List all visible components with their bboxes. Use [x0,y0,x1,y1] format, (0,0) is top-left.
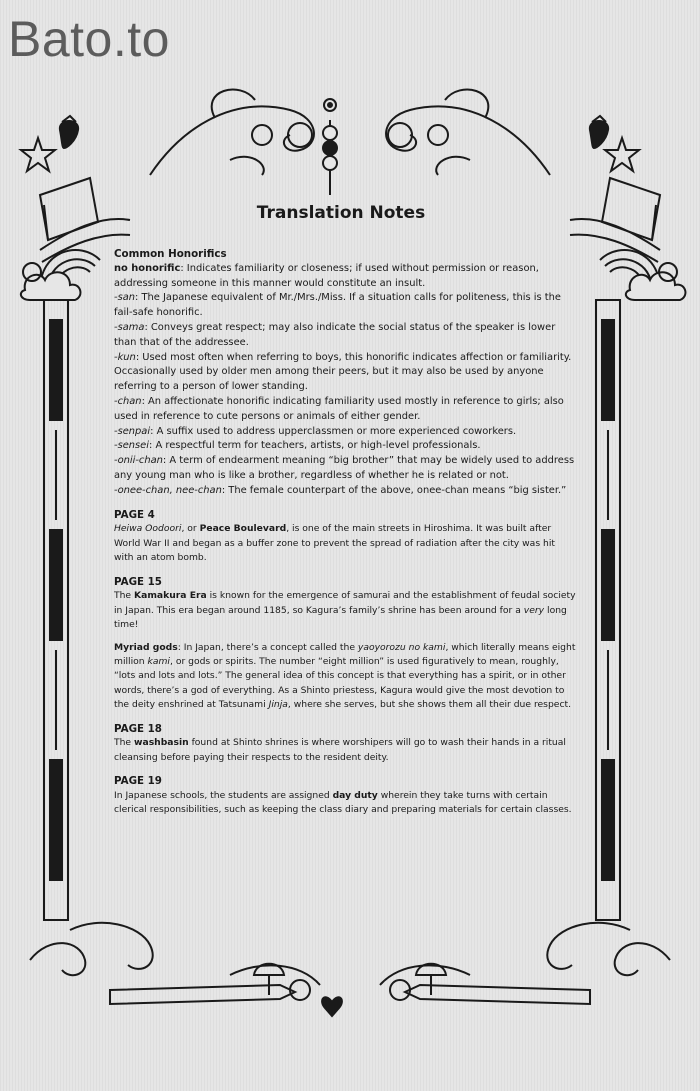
strawberry-icon [60,116,78,148]
honorific-entry: -senpai: A suffix used to address upperclassmen or more experienced coworkers. [114,425,517,437]
honorific-entry: -san: The Japanese equivalent of Mr./Mrs./Miss. If a situation calls for politeness, this is the fail-safe honorific. [114,292,561,319]
notes-body [114,247,576,827]
honorific-entry: no honorific: Indicates familiarity or closeness; if used without permission or reason, addressing someone in this manner would constitute an insult. [114,262,539,289]
right-border-column [596,300,620,920]
page15-heading: PAGE 15 [114,575,162,588]
heart-icon [322,997,342,1016]
star-icon [605,138,639,171]
page4-section [114,508,576,566]
dango-icon [323,120,337,195]
page4-note: Heiwa Oodoori, or Peace Boulevard, is one of the main streets in Hiroshima. It was built after World War II and began as a buffer zone to prevent the spread of radiation after the city was hit with an atom bomb. [114,523,555,564]
flower-icon [324,99,336,111]
pencil-icon [110,985,590,1004]
myriad-gods-note: Myriad gods: In Japan, there’s a concept called the yaoyorozu no kami, which literally means eight million kami, or gods or spirits. The number “eight million” is used figuratively to mean, roughly, “lots and lots and lots.” The general idea of this concept is that everything has a spirit, or in other words, there’s a god of everything. As a Shinto priestess, Kagura would give the most devotion to the deity enshrined at Tatsunami Jinja, where she serves, but she shows them all their due respect. [114,641,576,711]
page19-section [114,774,576,818]
star-icon [21,138,55,171]
honorific-entry: -sama: Conveys great respect; may also indicate the social status of the speaker is lower than that of the addressee. [114,321,556,348]
honorific-entry: -sensei: A respectful term for teachers, artists, or high-level professionals. [114,440,481,452]
page19-note: In Japanese schools, the students are assigned day duty wherein they take turns with certain clerical responsibilities, such as keeping the class diary and preparing materials for certain classes. [114,790,572,816]
page18-section [114,722,576,766]
umbrella-icon [254,964,446,995]
page4-heading: PAGE 4 [114,508,155,521]
strawberry-icon [590,116,608,148]
honorific-entry: -chan: An affectionate honorific indicating familiarity used mostly in reference to girls; also used in reference to cute persons or animals of either gender. [114,395,564,422]
honorifics-section [114,247,576,499]
left-border-column [44,300,68,920]
honorific-entry: -kun: Used most often when referring to boys, this honorific indicates affection or familiarity. Occasionally used by older men among their peers, but it may also be used by anyone referring to a person of lower standing. [114,351,572,393]
honorifics-heading: Common Honorifics [114,248,227,260]
page18-heading: PAGE 18 [114,722,162,735]
watermark: Bato.to [8,11,170,67]
scroll-ornament-top [150,90,550,175]
page18-note: The washbasin found at Shinto shrines is where worshipers will go to wash their hands in a ritual cleansing before paying their respects to the resident deity. [114,737,566,763]
honorific-entry: -onii-chan: A term of endearment meaning “big brother” that may be widely used to address any young man who is like a brother, regardless of whether he is related or not. [114,455,575,481]
kamakura-note: The Kamakura Era is known for the emergence of samurai and the establishment of feudal society in Japan. This era began around 1185, so Kagura’s family’s shrine has been around for a very long time! [114,590,576,631]
page19-heading: PAGE 19 [114,775,162,788]
page15-section [114,575,576,713]
page-title: Translation Notes [256,203,426,223]
honorific-entry: -onee-chan, nee-chan: The female counterpart of the above, onee-chan means “big sister.” [114,484,567,496]
scroll-ornament-bottom [30,923,670,1000]
